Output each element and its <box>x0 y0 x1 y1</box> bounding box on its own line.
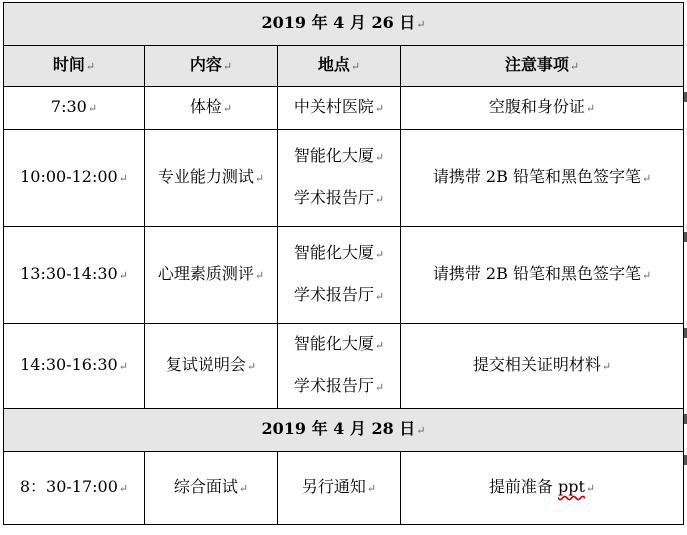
paragraph-mark-icon: ↵ <box>374 339 385 352</box>
paragraph-mark-icon: ↵ <box>87 102 98 115</box>
location-text: 智能化大厦 <box>293 146 374 165</box>
date-cell-day2 <box>4 409 684 452</box>
location-text: 另行通知 <box>301 477 366 496</box>
header-location-label: 地点 <box>317 55 350 74</box>
header-notes-label: 注意事项 <box>504 55 569 74</box>
location-line <box>278 136 400 178</box>
paragraph-mark-icon: ↵ <box>254 269 265 282</box>
content-cell <box>145 227 278 324</box>
notes-text: 请携带 2B 铅笔和黑色签字笔 <box>432 264 641 283</box>
time-text: 13:30-14:30 <box>20 264 118 283</box>
content-cell <box>145 452 278 525</box>
notes-text: 提交相关证明材料 <box>472 355 601 374</box>
header-content <box>145 46 278 87</box>
header-content-label: 内容 <box>189 55 222 74</box>
header-time-label: 时间 <box>52 55 85 74</box>
paragraph-mark-icon: ↵ <box>222 102 233 115</box>
table-row <box>4 452 684 525</box>
paragraph-mark-icon: ↵ <box>254 172 265 185</box>
location-text: 学术报告厅 <box>293 188 374 207</box>
time-cell <box>4 87 145 130</box>
location-line <box>278 366 400 408</box>
content-cell <box>145 324 278 409</box>
paragraph-mark-icon: ↵ <box>569 60 580 73</box>
date-text-day1: 2019 年 4 月 26 日 <box>261 13 416 32</box>
time-text: 8：30-17:00 <box>19 477 118 496</box>
paragraph-mark-icon: ↵ <box>118 269 128 282</box>
location-text: 学术报告厅 <box>293 376 374 395</box>
table-row <box>4 227 684 324</box>
paragraph-mark-icon: ↵ <box>374 248 385 261</box>
paragraph-mark-icon: ↵ <box>85 60 96 73</box>
location-text: 中关村医院 <box>293 97 374 116</box>
paragraph-mark-icon: ↵ <box>641 269 652 282</box>
location-cell <box>278 130 401 227</box>
paragraph-mark-icon: ↵ <box>374 193 385 206</box>
paragraph-mark-icon: ↵ <box>246 360 257 373</box>
notes-cell <box>401 87 684 130</box>
location-line <box>278 233 400 275</box>
location-cell <box>278 452 401 525</box>
notes-cell <box>401 227 684 324</box>
time-cell <box>4 130 145 227</box>
time-cell <box>4 227 145 324</box>
location-line <box>278 275 400 317</box>
paragraph-mark-icon: ↵ <box>416 424 426 437</box>
paragraph-mark-icon: ↵ <box>118 482 129 495</box>
header-notes <box>401 46 684 87</box>
content-text: 体检 <box>189 97 222 116</box>
schedule-table <box>3 2 684 525</box>
paragraph-mark-icon: ↵ <box>374 381 385 394</box>
content-cell <box>145 130 278 227</box>
paragraph-mark-icon: ↵ <box>374 102 385 115</box>
location-text: 学术报告厅 <box>293 285 374 304</box>
header-row <box>4 46 684 87</box>
paragraph-mark-icon: ↵ <box>641 172 652 185</box>
header-location <box>278 46 401 87</box>
notes-cell <box>401 452 684 525</box>
notes-cell <box>401 324 684 409</box>
content-text: 综合面试 <box>173 477 238 496</box>
paragraph-mark-icon: ↵ <box>238 482 249 495</box>
date-cell-day1 <box>4 3 684 46</box>
paragraph-mark-icon: ↵ <box>374 290 385 303</box>
paragraph-mark-icon: ↵ <box>222 60 233 73</box>
table-row <box>4 130 684 227</box>
location-line <box>278 324 400 366</box>
date-text-day2: 2019 年 4 月 28 日 <box>261 419 416 438</box>
table-row <box>4 324 684 409</box>
notes-text: 空腹和身份证 <box>488 97 585 116</box>
time-cell <box>4 452 145 525</box>
time-text: 14:30-16:30 <box>20 355 118 374</box>
content-text: 心理素质测评 <box>157 264 254 283</box>
location-text: 智能化大厦 <box>293 334 374 353</box>
paragraph-mark-icon: ↵ <box>374 151 385 164</box>
notes-text: 请携带 2B 铅笔和黑色签字笔 <box>432 167 641 186</box>
header-time <box>4 46 145 87</box>
location-line <box>278 178 400 220</box>
date-row-day1 <box>4 3 684 46</box>
notes-text: 提前准备 <box>488 477 558 496</box>
time-text: 7:30 <box>50 97 87 116</box>
location-cell <box>278 324 401 409</box>
location-cell <box>278 87 401 130</box>
time-text: 10:00-12:00 <box>20 167 118 186</box>
content-text: 专业能力测试 <box>157 167 254 186</box>
paragraph-mark-icon: ↵ <box>366 482 377 495</box>
table-row <box>4 87 684 130</box>
paragraph-mark-icon: ↵ <box>601 360 612 373</box>
paragraph-mark-icon: ↵ <box>585 102 596 115</box>
paragraph-mark-icon: ↵ <box>118 172 128 185</box>
paragraph-mark-icon: ↵ <box>416 18 426 31</box>
paragraph-mark-icon: ↵ <box>118 360 128 373</box>
paragraph-mark-icon: ↵ <box>350 60 361 73</box>
time-cell <box>4 324 145 409</box>
date-row-day2 <box>4 409 684 452</box>
notes-cell <box>401 130 684 227</box>
content-cell <box>145 87 278 130</box>
content-text: 复试说明会 <box>165 355 246 374</box>
location-text: 智能化大厦 <box>293 243 374 262</box>
notes-ppt-text: ppt <box>557 477 585 496</box>
location-cell <box>278 227 401 324</box>
paragraph-mark-icon: ↵ <box>585 482 596 495</box>
